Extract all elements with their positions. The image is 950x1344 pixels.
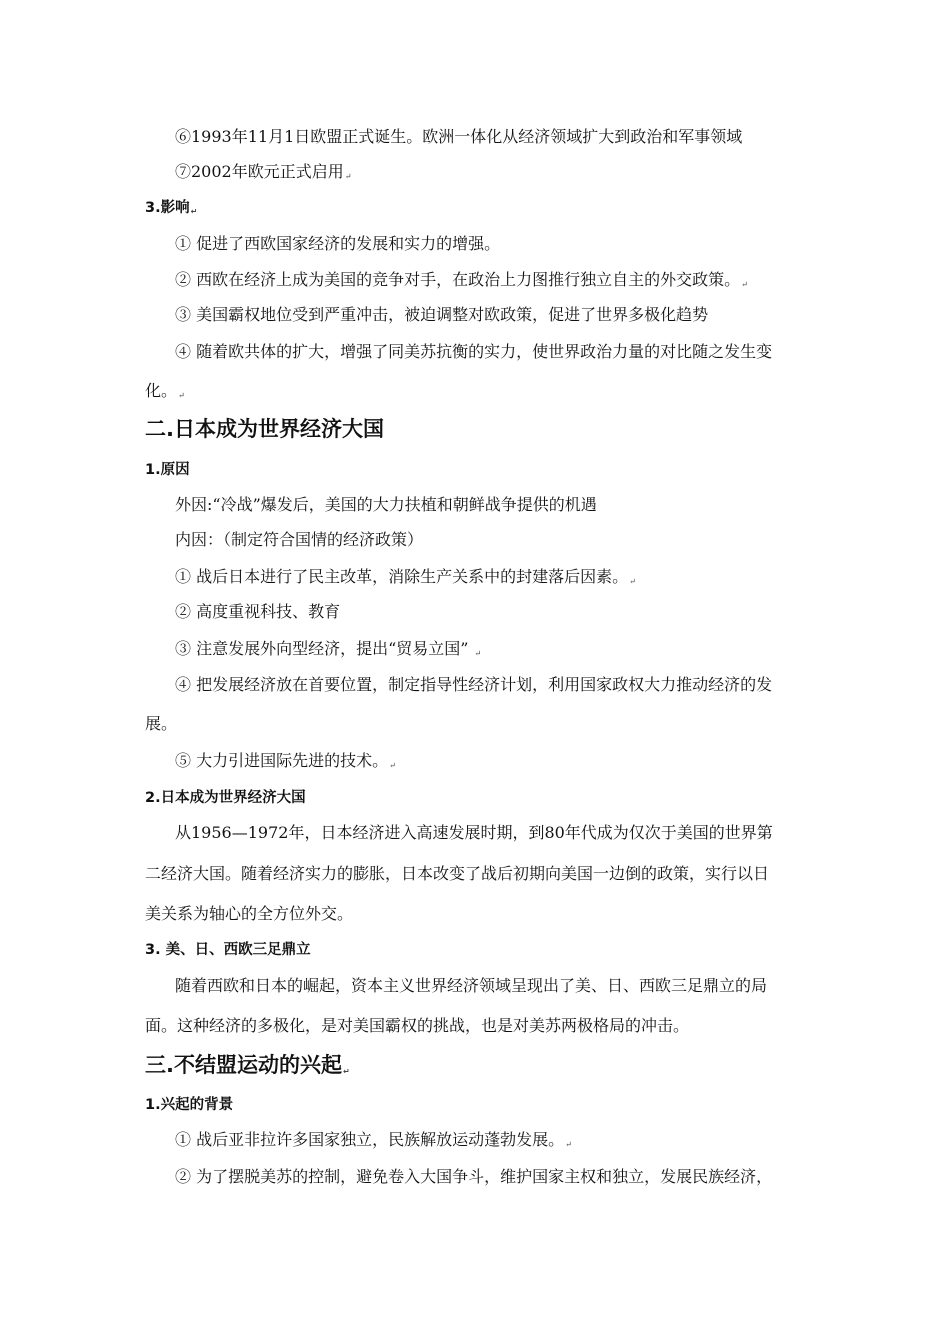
text-line: ⑦2002年欧元正式启用↵	[175, 162, 352, 181]
paragraph-mark: ↵	[565, 1140, 572, 1149]
paragraph-mark: ↵	[344, 172, 352, 181]
text-line: 二经济大国。随着经济实力的膨胀，日本改变了战后初期向美国一边倒的政策，实行以日	[145, 864, 770, 883]
text-line: 化。↵	[145, 381, 185, 400]
paragraph-mark: ↵	[389, 761, 396, 770]
paragraph-mark: ↵	[342, 1067, 350, 1076]
list-item: ③ 美国霸权地位受到严重冲击，被迫调整对欧政策，促进了世界多极化趋势	[175, 305, 709, 324]
list-item: ④ 把发展经济放在首要位置，制定指导性经济计划，利用国家政权大力推动经济的发	[175, 675, 773, 694]
text-line: ⑥1993年11月1日欧盟正式诞生。欧洲一体化从经济领域扩大到政治和军事领域	[175, 127, 743, 146]
text-line: 随着西欧和日本的崛起，资本主义世界经济领域呈现出了美、日、西欧三足鼎立的局	[175, 976, 768, 995]
list-item: ① 战后亚非拉许多国家独立，民族解放运动蓬勃发展。↵	[175, 1130, 572, 1149]
list-item: ② 西欧在经济上成为美国的竞争对手，在政治上力图推行独立自主的外交政策。↵	[175, 270, 748, 289]
list-item: ② 为了摆脱美苏的控制，避免卷入大国争斗，维护国家主权和独立，发展民族经济，	[175, 1167, 773, 1186]
subsection-heading: 1.兴起的背景	[145, 1097, 234, 1113]
paragraph-mark: ↵	[741, 280, 748, 289]
section-heading: 二.日本成为世界经济大国	[145, 417, 384, 441]
list-item: ② 高度重视科技、教育	[175, 602, 341, 621]
paragraph-mark: ↵	[474, 649, 482, 658]
text-line: 展。	[145, 714, 178, 733]
subsection-heading: 1.原因	[145, 462, 190, 478]
subsection-heading: 3. 美、日、西欧三足鼎立	[145, 942, 311, 958]
text-line: 内因：（制定符合国情的经济政策）	[175, 530, 424, 549]
list-item: ③ 注意发展外向型经济，提出“贸易立国” ↵	[175, 639, 482, 658]
list-item: ① 战后日本进行了民主改革，消除生产关系中的封建落后因素。↵	[175, 567, 636, 586]
list-item: ④ 随着欧共体的扩大，增强了同美苏抗衡的实力，使世界政治力量的对比随之发生变	[175, 342, 773, 361]
paragraph-mark: ↵	[629, 577, 636, 586]
list-item: ① 促进了西欧国家经济的发展和实力的增强。	[175, 234, 501, 253]
paragraph-mark: ↵	[178, 391, 185, 400]
section-heading: 三.不结盟运动的兴起↵	[145, 1053, 350, 1077]
subsection-heading: 3.影响↵	[145, 200, 198, 216]
paragraph-mark: ↵	[190, 207, 198, 216]
list-item: ⑤ 大力引进国际先进的技术。↵	[175, 751, 396, 770]
text-line: 美关系为轴心的全方位外交。	[145, 904, 354, 923]
text-line: 面。这种经济的多极化，是对美国霸权的挑战，也是对美苏两极格局的冲击。	[145, 1016, 690, 1035]
text-line: 外因:“冷战”爆发后，美国的大力扶植和朝鲜战争提供的机遇	[175, 495, 597, 514]
subsection-heading: 2.日本成为世界经济大国	[145, 790, 306, 806]
text-line: 从1956—1972年，日本经济进入高速发展时期，到80年代成为仅次于美国的世界第	[175, 823, 773, 842]
